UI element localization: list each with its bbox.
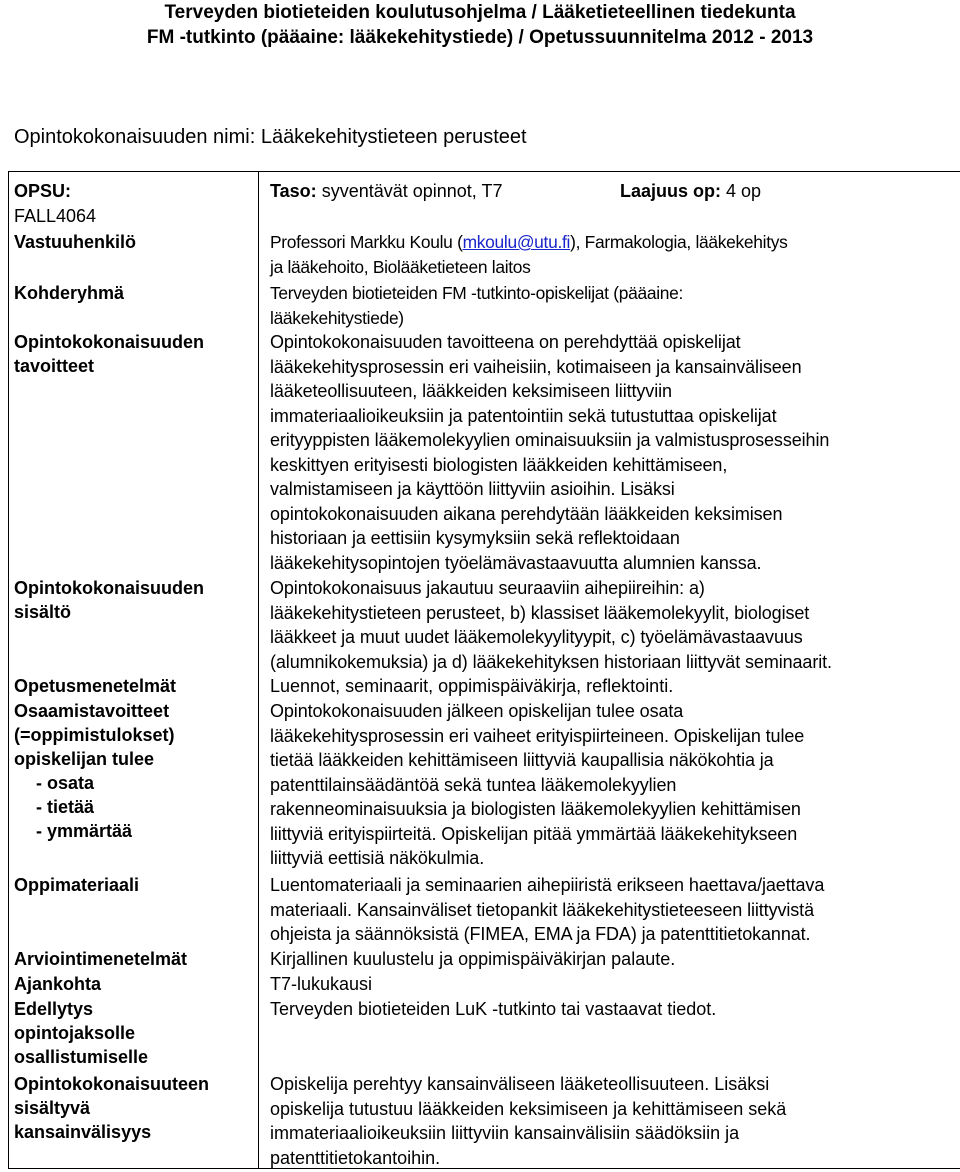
table-column-divider (258, 171, 259, 1169)
opetusmenetelmat-label: Opetusmenetelmät (14, 676, 177, 696)
edellytys-value: Terveyden biotieteiden LuK -tutkinto tai vastaavat tiedot. (270, 999, 717, 1019)
opsu-label: OPSU: (14, 181, 72, 201)
kohderyhma-value: Terveyden biotieteiden FM -tutkinto-opiskelijat (pääaine: lääkekehitystiede) (270, 283, 684, 328)
document-header (0, 0, 960, 50)
laajuus-field (620, 179, 761, 203)
vastuuhenkilo-line-2: ja lääkehoito, Biolääketieteen laitos (270, 256, 531, 277)
tavoitteet-value: Opintokokonaisuuden tavoitteena on perehdyttää opiskelijat lääkekehitysprosessin eri vaiheisiin, kotimaiseen ja kansainväliseen lääketeollisuuteen, lääkkeiden keksimiseen liittyviin immateriaalioikeuksiin ja patentointiin sekä tutustuttaa opiskelijat erityyppisten lääkemolekyylien ominaisuuksiin ja valmistusprosesseihin keskittyen erityisesti biologisten lääkkeiden kehittämiseen, valmistamiseen ja käyttöön liittyviin asioihin. Lisäksi opintokokonaisuuden aikana perehdytään lääkkeiden keksimisen historiaan ja eettisiin kysymyksiin sekä reflektoidaan lääkekehitysopintojen työelämävastaavuutta alumnien kanssa. (270, 332, 830, 573)
vastuuhenkilo-label: Vastuuhenkilö (14, 232, 137, 252)
opsu-value: FALL4064 (14, 206, 97, 226)
vastuuhenkilo-value (270, 230, 960, 279)
osaamistavoitteet-value: Opintokokonaisuuden jälkeen opiskelijan tulee osata lääkekehitysprosessin eri vaiheet erityispiirteineen. Opiskelijan tulee tietää lääkkeiden kehittämiseen liittyviä kaupallisia näkökohtia ja patenttilainsäädäntöä sekä tuntea lääkemolekyylien rakenneominaisuuksia ja biologisten lääkemolekyylien kehittämisen liittyviä erityispiirteitä. Opiskelijan pitää ymmärtää lääkekehitykseen liittyviä eettisiä näkökulmia. (270, 701, 805, 868)
table-left-border (8, 171, 9, 1169)
osaamistavoitteet-label: Osaamistavoitteet (=oppimistulokset) opiskelijan tulee - osata - tietää - ymmärtää (14, 701, 175, 841)
oppimateriaali-value: Luentomateriaali ja seminaarien aihepiiristä erikseen haettava/jaettava materiaali. Kansainväliset tietopankit lääkekehitystieteeseen liittyvistä ohjeista ja säännöksistä (FIMEA, EMA ja FDA) ja patenttitietokannat. (270, 875, 825, 944)
kohderyhma-label: Kohderyhmä (14, 283, 125, 303)
arviointimenetelmat-value: Kirjallinen kuulustelu ja oppimispäiväkirjan palaute. (270, 949, 676, 969)
kansainvalisyys-label: Opintokokonaisuuteen sisältyvä kansainvälisyys (14, 1074, 210, 1142)
ajankohta-label: Ajankohta (14, 974, 102, 994)
taso-label: Taso: (270, 181, 317, 201)
laajuus-label: Laajuus op: (620, 181, 722, 201)
tavoitteet-label: Opintokokonaisuuden tavoitteet (14, 332, 205, 376)
arviointimenetelmat-label: Arviointimenetelmät (14, 949, 188, 969)
ajankohta-value: T7-lukukausi (270, 974, 373, 994)
kansainvalisyys-value: Opiskelija perehtyy kansainväliseen lääketeollisuuteen. Lisäksi opiskelija tutustuu lääkkeiden keksimiseen ja kehittämiseen sekä immateriaalioikeuksiin liittyviin kansainvälisiin säädöksiin ja patenttitietokantoihin. (270, 1074, 787, 1168)
laajuus-value: 4 op (726, 181, 762, 201)
sisalto-value: Opintokokonaisuus jakautuu seuraaviin aihepiireihin: a) lääkekehitystieteen perusteet, b) klassiset lääkemolekyylit, biologiset lääkkeet ja muut uudet lääkemolekyylityypit, c) työelämävastaavuus (alumnikokemuksia) ja d) lääkekehityksen historiaan liittyvät seminaarit. (270, 578, 832, 672)
table-top-border (8, 171, 960, 172)
edellytys-label: Edellytys opintojaksolle osallistumiselle (14, 999, 149, 1067)
email-link[interactable]: mkoulu@utu.fi (462, 232, 571, 252)
opetusmenetelmat-value: Luennot, seminaarit, oppimispäiväkirja, reflektointi. (270, 676, 674, 696)
header-line-2: FM -tutkinto (pääaine: lääkekehitystiede) / Opetussuunnitelma 2012 - 2013 (146, 27, 814, 48)
taso-field (270, 179, 502, 203)
header-line-1: Terveyden biotieteiden koulutusohjelma / Lääketieteellinen tiedekunta (164, 2, 796, 23)
vastuuhenkilo-line-1: Professori Markku Koulu (mkoulu@utu.fi), Farmakologia, lääkekehitys (270, 232, 788, 252)
taso-value: syventävät opinnot, T7 (321, 181, 503, 201)
oppimateriaali-label: Oppimateriaali (14, 875, 140, 895)
course-name: Opintokokonaisuuden nimi: Lääkekehitystieteen perusteet (14, 126, 527, 148)
sisalto-label: Opintokokonaisuuden sisältö (14, 578, 205, 622)
